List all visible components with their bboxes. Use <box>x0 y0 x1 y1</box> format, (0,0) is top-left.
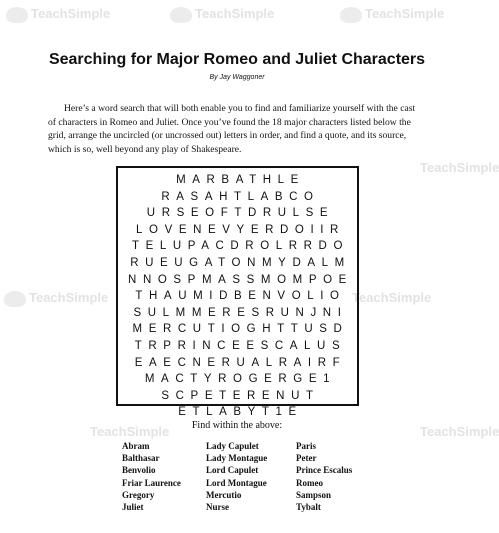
character-name: Nurse <box>206 502 229 513</box>
character-name: Lady Montague <box>206 453 268 464</box>
watermark <box>170 6 274 23</box>
watermark-text: TeachSimple <box>420 424 499 439</box>
owl-logo-icon <box>170 7 192 23</box>
character-name: Peter <box>296 453 317 464</box>
watermark <box>4 290 108 307</box>
grid-row: MERCUTIOGHTTUSD <box>132 323 349 336</box>
owl-logo-icon <box>6 7 28 23</box>
grid-row: RASAHTLABCO <box>161 190 320 203</box>
character-name: Friar Laurence <box>122 477 181 488</box>
watermark-text: TeachSimple <box>420 160 499 175</box>
character-name: Abram <box>122 441 150 451</box>
owl-logo-icon <box>4 291 26 307</box>
grid-row: NNOSPMASSMOMPOE <box>128 273 353 286</box>
character-name: Romeo <box>296 477 323 488</box>
character-name: Gregory <box>122 489 155 500</box>
grid-row: RUEUGATONMYDALM <box>130 256 351 269</box>
watermark-text: TeachSimple <box>90 424 170 439</box>
watermark <box>340 6 444 23</box>
character-name: Juliet <box>122 502 144 513</box>
grid-row: THAUMIDBENVOLIO <box>135 290 346 303</box>
watermark-text: TeachSimple <box>352 290 432 305</box>
name-column <box>206 440 296 513</box>
character-name: Mercutio <box>206 489 242 500</box>
watermark-text: TeachSimple <box>31 6 111 21</box>
grid-row: SULMMERESRUNJNI <box>133 306 348 319</box>
character-name: Lord Montague <box>206 477 267 488</box>
grid-row: TELUPACDROLRRDO <box>132 240 349 253</box>
character-name: Paris <box>296 441 316 451</box>
watermark <box>6 6 110 23</box>
grid-row: ETLABYT1E <box>178 406 303 419</box>
find-label: Find within the above: <box>191 420 283 431</box>
watermark <box>352 290 431 305</box>
name-column <box>122 440 206 513</box>
character-list <box>122 440 422 513</box>
grid-row: MACTYROGERGE1 <box>144 373 337 386</box>
page-title: Searching for Major Romeo and Juliet Characters <box>48 51 426 68</box>
character-name: Sampson <box>296 489 332 500</box>
character-name: Prince Escalus <box>296 465 353 476</box>
grid-row: SCPETERENUT <box>161 389 320 402</box>
character-name: Lady Capulet <box>206 441 259 451</box>
watermark-text: TeachSimple <box>29 290 109 305</box>
grid-row: URSEOFTDRULSE <box>146 207 335 220</box>
grid-row: EAECNERUALRAIRF <box>134 356 347 369</box>
intro-text: Here’s a word search that will both enable you to find and familiarize yourself with the cast of characters in Romeo and Juliet. Once you’ve found the 18 major characters listed below the grid, arrange the uncircled (or uncrossed out) letters in order, and find a quote, and its source, which is so, well beyond any play of Shakespeare. <box>48 103 416 155</box>
watermark-text: TeachSimple <box>365 6 445 21</box>
byline: By Jay Waggoner <box>209 74 265 81</box>
grid-row: LOVENEVYERDOIIR <box>136 223 345 236</box>
grid-row: TRPRINCEESCALUS <box>134 339 347 352</box>
grid-row: MARBATHLE <box>176 174 305 186</box>
name-column <box>296 440 396 513</box>
owl-logo-icon <box>340 7 362 23</box>
character-name: Lord Capulet <box>206 465 259 476</box>
intro-paragraph <box>48 102 420 156</box>
word-search-grid <box>116 166 359 419</box>
watermark <box>420 160 499 175</box>
watermark-text: TeachSimple <box>195 6 275 21</box>
character-name: Balthasar <box>122 453 160 464</box>
character-name: Tybalt <box>296 502 321 513</box>
character-name: Benvolio <box>122 465 156 476</box>
